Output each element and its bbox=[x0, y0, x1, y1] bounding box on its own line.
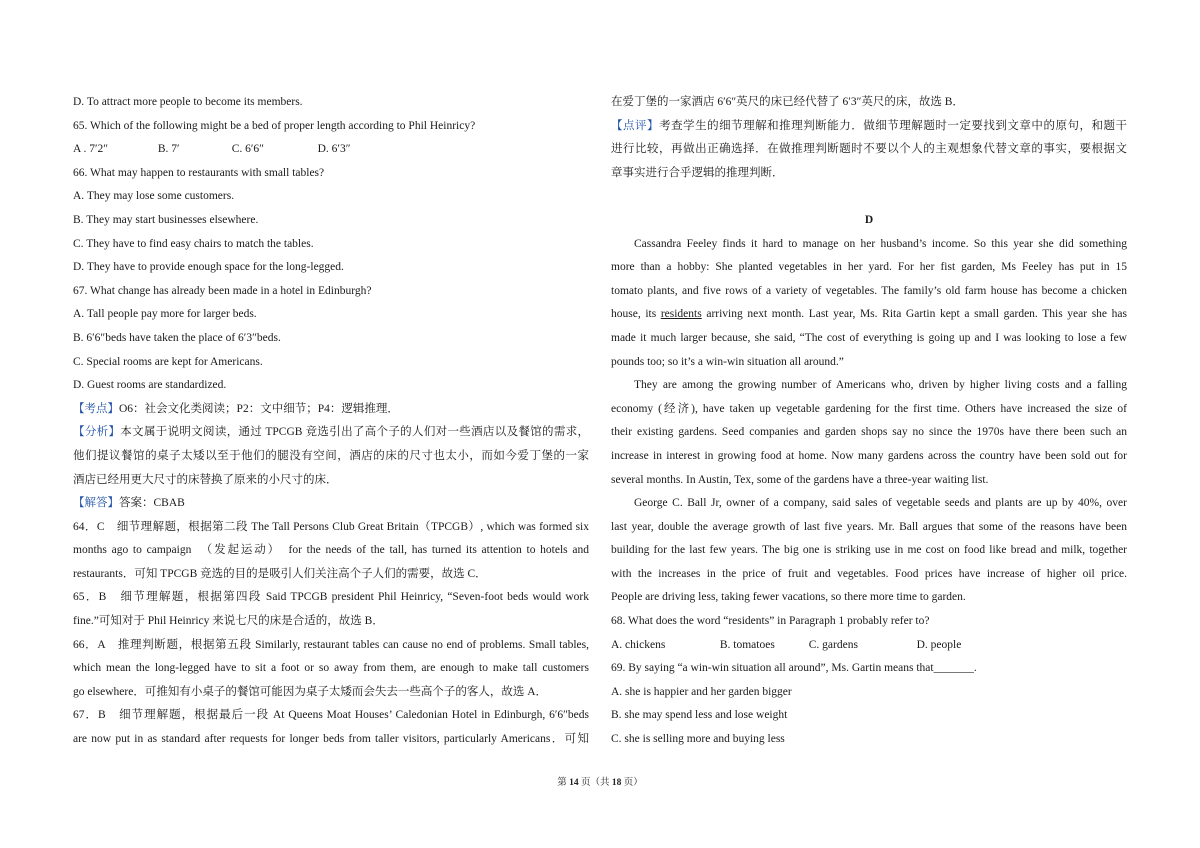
kaodian-text: O6：社会文化类阅读；P2：文中细节；P4：逻辑推理． bbox=[119, 402, 399, 415]
option-text: A. They may lose some customers. bbox=[73, 190, 235, 203]
paragraph-text: house, its bbox=[611, 308, 661, 321]
fenxi-text: 他们提议餐馆的桌子太矮以至于他们的腿没有空间，酒店的床的尺寸也太小，而如今爱丁堡的一家 bbox=[73, 449, 589, 462]
paragraph-3: George C. Ball Jr, owner of a company, said sales of vegetable seeds and plants are up by 40%, over bbox=[634, 497, 1127, 510]
paragraph-3: building for the last few years. The big one is striking use in me cost on food like bread and milk, together bbox=[611, 544, 1127, 557]
spacer bbox=[611, 185, 1127, 209]
footer-text: 页（共 bbox=[578, 778, 612, 788]
page-footer bbox=[0, 774, 1200, 788]
answer-64: restaurants．可知 TPCGB 竞选的目的是吸引人们关注高个子人们的需要，故选 C． bbox=[73, 567, 487, 580]
option-text: A. chickens bbox=[611, 638, 666, 651]
dianping-text: 章事实进行合乎逻辑的推理判断． bbox=[611, 166, 784, 179]
option-text: B. They may start businesses elsewhere. bbox=[73, 213, 259, 226]
fenxi-tag: 【分析】 bbox=[73, 426, 121, 439]
page-total: 18 bbox=[611, 778, 622, 788]
option-text: D. Guest rooms are standardized. bbox=[73, 379, 227, 392]
kaodian-line bbox=[73, 398, 589, 422]
left-column bbox=[73, 91, 589, 752]
question-69: 69. By saying “a win-win situation all around”, Ms. Gartin means that_______. bbox=[611, 662, 977, 675]
question-66: 66. What may happen to restaurants with small tables? bbox=[73, 166, 325, 179]
jieda-text: 答案：CBAB bbox=[119, 497, 185, 510]
option-text: A. Tall people pay more for larger beds. bbox=[73, 308, 257, 321]
fenxi-line bbox=[73, 421, 589, 445]
answer-64: 64．C 细节理解题，根据第二段 The Tall Persons Club Great Britain（TPCGB）, which was formed six bbox=[73, 520, 589, 533]
paragraph-3: People are driving less, taking fewer vacations, so there more time to garden. bbox=[611, 591, 966, 604]
section-title: D bbox=[864, 213, 874, 226]
jieda-line bbox=[73, 492, 589, 516]
option-text: D. 6′3″ bbox=[317, 143, 351, 156]
option-text: C. Special rooms are kept for Americans. bbox=[73, 355, 263, 368]
paragraph-2: They are among the growing number of Americans who, driven by higher living costs and a falling bbox=[634, 379, 1127, 392]
paragraph-3: last year, double the average growth of last five years. Mr. Ball argues that some of the reasons have been bbox=[611, 520, 1127, 533]
kaodian-tag: 【考点】 bbox=[73, 402, 119, 415]
answer-66: 66．A 推理判断题，根据第五段 Similarly, restaurant tables can cause no end of problems. Small tables, bbox=[73, 638, 589, 651]
paragraph-3: with the increases in the price of fruit and vegetables. Food prices have increase of higher oil price. bbox=[611, 567, 1127, 580]
dianping-text: 进行比较，再做出正确选择．在做推理判断题时不要以个人的主观想象代替文章的事实，要根据文 bbox=[611, 143, 1127, 156]
option-text: C. she is selling more and buying less bbox=[611, 733, 785, 746]
paragraph-2: their existing gardens. Seed companies and garden shops say no since the 1970s have there been such an bbox=[611, 426, 1127, 439]
answer-67: 67．B 细节理解题，根据最后一段 At Queens Moat Houses’ Caledonian Hotel in Edinburgh, 6′6″beds bbox=[73, 709, 589, 722]
paragraph-text: arriving next month. Last year, Ms. Rita Gartin kept a small garden. This year she has bbox=[701, 308, 1127, 321]
option-text: B. she may spend less and lose weight bbox=[611, 709, 788, 722]
option-text: A . 7′2″ bbox=[73, 143, 109, 156]
option-text: A. she is happier and her garden bigger bbox=[611, 685, 792, 698]
paragraph-2: several months. In Austin, Tex, some of the gardens have a three-year waiting list. bbox=[611, 473, 989, 486]
right-column bbox=[611, 91, 1127, 752]
question-68: 68. What does the word “residents” in Paragraph 1 probably refer to? bbox=[611, 615, 930, 628]
option-text: D. people bbox=[916, 638, 962, 651]
footer-text: 页） bbox=[621, 778, 643, 788]
answer-67: are now put in as standard after requests for longer beds from taller visitors, particularly Americans．可知 bbox=[73, 733, 589, 746]
option-text: C. 6′6″ bbox=[231, 143, 264, 156]
question-65: 65. Which of the following might be a bed of proper length according to Phil Heinricy? bbox=[73, 119, 476, 132]
paragraph-1: Cassandra Feeley finds it hard to manage on her husband’s income. So this year she did something bbox=[634, 237, 1127, 250]
paragraph-2: economy (经济), have taken up vegetable gardening for the first time. Others have increased the size of bbox=[611, 402, 1127, 415]
option-text: B. 6′6″beds have taken the place of 6′3″beds. bbox=[73, 331, 281, 344]
footer-text: 第 bbox=[557, 778, 570, 788]
paragraph-1 bbox=[611, 303, 1127, 327]
answer-64: months ago to campaign （发起运动） for the needs of the tall, has turned its attention to hotels and bbox=[73, 544, 589, 557]
paragraph-1: made it much larger because, she said, “The cost of everything is going up and I was looking to lose a few bbox=[611, 331, 1127, 344]
question-68-options bbox=[611, 634, 1127, 658]
fenxi-text: 本文属于说明文阅读，通过 TPCGB 竞选引出了高个子的人们对一些酒店以及餐馆的需求， bbox=[120, 426, 589, 439]
question-65-options bbox=[73, 138, 589, 162]
answer-66: which mean the long-legged have to sit a foot or so away from them, are enough to make tall customers bbox=[73, 662, 589, 675]
option-text: C. gardens bbox=[808, 638, 858, 651]
dianping-line bbox=[611, 115, 1127, 139]
paragraph-2: increase in interest in growing food at home. Now many gardens across the country have been sold out for bbox=[611, 449, 1127, 462]
paragraph-1: pounds too; so it’s a win-win situation all around.” bbox=[611, 355, 844, 368]
option-text: B. 7′ bbox=[157, 143, 180, 156]
jieda-tag: 【解答】 bbox=[73, 497, 119, 510]
answer-66: go elsewhere．可推知有小桌子的餐馆可能因为桌子太矮而会失去一些高个子的客人，故选 A． bbox=[73, 685, 548, 698]
question-67: 67. What change has already been made in a hotel in Edinburgh? bbox=[73, 284, 372, 297]
paragraph-1: tomato plants, and five rows of a variety of vegetables. The family’s old farm house has become a chicken bbox=[611, 284, 1127, 297]
option-text: B. tomatoes bbox=[719, 638, 775, 651]
option-text: D. They have to provide enough space for the long-legged. bbox=[73, 261, 344, 274]
paragraph-1: more than a hobby: She planted vegetables in her yard. For her fist garden, Ms Feeley has put in 15 bbox=[611, 261, 1127, 274]
answer-65: 65．B 细节理解题，根据第四段 Said TPCGB president Phil Heinricy, “Seven-foot beds would work bbox=[73, 591, 589, 604]
dianping-tag: 【点评】 bbox=[611, 119, 660, 132]
answer-67-cont: 在爱丁堡的一家酒店 6′6″英尺的床已经代替了 6′3″英尺的床，故选 B． bbox=[611, 96, 964, 108]
page-number: 14 bbox=[569, 778, 579, 788]
residents-word: residents bbox=[660, 308, 702, 321]
dianping-text: 考查学生的细节理解和推理判断能力．做细节理解题时一定要找到文章中的原句，和题干 bbox=[659, 119, 1127, 132]
option-text: C. They have to find easy chairs to match the tables. bbox=[73, 237, 314, 250]
answer-65: fine.”可知对于 Phil Heinricy 来说七尺的床是合适的，故选 B． bbox=[73, 615, 384, 628]
option-text: D. To attract more people to become its members. bbox=[73, 96, 303, 108]
fenxi-text: 酒店已经用更大尺寸的床替换了原来的小尺寸的床． bbox=[73, 473, 338, 486]
